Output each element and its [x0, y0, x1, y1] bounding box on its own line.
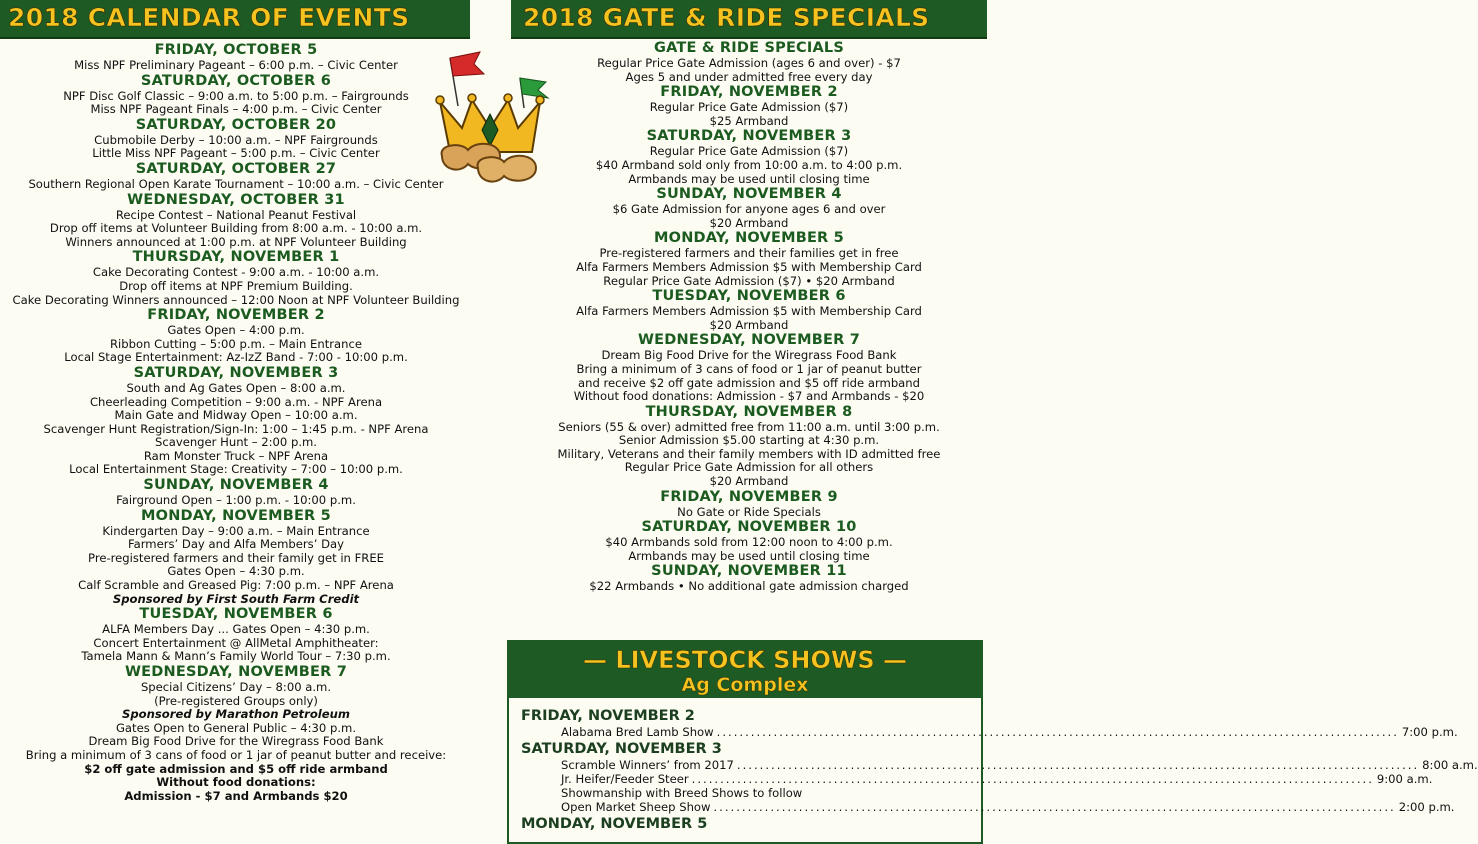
special-event-line: $6 Gate Admission for anyone ages 6 and over	[612, 202, 886, 217]
livestock-event-name: Open Market Sheep Show	[561, 800, 711, 814]
livestock-event-row	[561, 725, 1458, 739]
calendar-day-heading: FRIDAY, OCTOBER 5	[154, 42, 318, 58]
special-event-line: $22 Armbands • No additional gate admission charged	[589, 579, 909, 594]
livestock-event-time: 9:00 a.m.	[1376, 772, 1433, 786]
calendar-day-heading: SATURDAY, OCTOBER 6	[140, 72, 332, 89]
calendar-header-bar	[0, 0, 470, 39]
dot-leader: ........................................................................................................................	[713, 800, 1396, 814]
calendar-event-line: Gates Open – 4:30 p.m.	[167, 564, 305, 579]
livestock-subtitle: Ag Complex	[681, 674, 809, 696]
special-event-line: $20 Armband	[709, 317, 789, 332]
calendar-event-line: Scavenger Hunt – 2:00 p.m.	[155, 435, 317, 450]
dot-leader: ........................................................................................................................	[736, 758, 1420, 772]
special-event-line: $40 Armbands sold from 12:00 noon to 4:00 p.m.	[605, 535, 893, 550]
livestock-event-name: Jr. Heifer/Feeder Steer	[561, 772, 689, 786]
special-day-heading: SATURDAY, NOVEMBER 3	[646, 128, 852, 145]
special-event-line: $25 Armband	[709, 113, 789, 128]
livestock-event-time: 8:00 a.m.	[1422, 758, 1478, 772]
calendar-day-heading: MONDAY, NOVEMBER 5	[141, 507, 331, 524]
special-day-heading: FRIDAY, NOVEMBER 9	[660, 488, 838, 505]
calendar-day-heading: SATURDAY, OCTOBER 27	[135, 160, 337, 177]
specials-column	[507, 40, 991, 594]
calendar-event-line: Calf Scramble and Greased Pig: 7:00 p.m. – NPF Arena	[78, 578, 394, 593]
special-event-line: Military, Veterans and their family members with ID admitted free	[557, 446, 941, 461]
special-day-heading: THURSDAY, NOVEMBER 8	[645, 403, 853, 420]
calendar-event-line: Winners announced at 1:00 p.m. at NPF Volunteer Building	[65, 234, 407, 249]
calendar-event-line: Drop off items at Volunteer Building from 8:00 a.m. - 10:00 a.m.	[49, 221, 423, 236]
calendar-day-heading: SATURDAY, OCTOBER 20	[135, 116, 337, 133]
special-event-line: Alfa Farmers Members Admission $5 with Membership Card	[576, 304, 922, 319]
calendar-event-line: Tamela Mann & Mann’s Family World Tour – 7:30 p.m.	[81, 649, 391, 664]
special-event-line: Seniors (55 & over) admitted free from 11:00 a.m. until 3:00 p.m.	[558, 419, 940, 434]
calendar-day-heading: WEDNESDAY, OCTOBER 31	[127, 191, 345, 208]
livestock-event-name: Alabama Bred Lamb Show	[561, 725, 714, 739]
special-day-heading: TUESDAY, NOVEMBER 6	[652, 288, 846, 305]
calendar-event-line: Without food donations:	[156, 775, 316, 790]
specials-header-title: 2018 GATE & RIDE SPECIALS	[523, 3, 930, 32]
calendar-event-line: Local Stage Entertainment: Az-IzZ Band - 7:00 - 10:00 p.m.	[64, 350, 408, 365]
special-event-line: Alfa Farmers Members Admission $5 with Membership Card	[576, 259, 922, 274]
calendar-event-line: Gates Open – 4:00 p.m.	[167, 323, 305, 338]
calendar-event-line: Special Citizens’ Day – 8:00 a.m.	[140, 680, 332, 694]
dot-leader: ........................................................................................................................	[716, 725, 1399, 739]
special-event-line: Armbands may be used until closing time	[628, 171, 870, 186]
calendar-day-heading: SATURDAY, NOVEMBER 3	[133, 364, 339, 381]
calendar-event-line: Cheerleading Competition – 9:00 a.m. - NPF Arena	[89, 394, 383, 409]
livestock-header	[509, 642, 981, 698]
calendar-event-line: Cake Decorating Winners announced – 12:00 Noon at NPF Volunteer Building	[12, 292, 460, 307]
calendar-event-line: $2 off gate admission and $5 off ride armband	[84, 761, 388, 776]
livestock-event-time: 7:00 p.m.	[1401, 725, 1458, 739]
livestock-event-row	[561, 800, 1455, 814]
calendar-event-line: NPF Disc Golf Classic – 9:00 a.m. to 5:00 p.m. – Fairgrounds	[63, 88, 409, 103]
special-event-line: Regular Price Gate Admission (ages 6 and over) - $7	[597, 56, 901, 70]
calendar-event-line: Recipe Contest – National Peanut Festival	[115, 207, 357, 222]
calendar-day-heading: WEDNESDAY, NOVEMBER 7	[124, 664, 348, 680]
livestock-event-name: Showmanship with Breed Shows to follow	[561, 786, 803, 800]
calendar-event-line: Bring a minimum of 3 cans of food or 1 jar of peanut butter and receive:	[25, 747, 447, 762]
calendar-event-line: South and Ag Gates Open – 8:00 a.m.	[126, 380, 346, 395]
specials-header-bar	[511, 0, 987, 39]
calendar-event-line: ALFA Members Day ... Gates Open – 4:30 p.m.	[102, 622, 370, 637]
calendar-event-line: Gates Open to General Public – 4:30 p.m.	[115, 720, 357, 735]
calendar-event-line: Southern Regional Open Karate Tournament – 10:00 a.m. – Civic Center	[28, 176, 444, 191]
special-event-line: Pre-registered farmers and their families get in free	[599, 246, 899, 261]
special-event-line: Regular Price Gate Admission for all others	[624, 460, 874, 475]
calendar-event-line: Concert Entertainment @ AllMetal Amphitheater:	[93, 635, 379, 650]
calendar-event-line: Ribbon Cutting – 5:00 p.m. – Main Entrance	[110, 336, 362, 351]
special-event-line: $20 Armband	[709, 474, 789, 489]
calendar-event-line: (Pre-registered Groups only)	[154, 693, 318, 708]
calendar-event-line: Main Gate and Midway Open – 10:00 a.m.	[114, 408, 358, 423]
special-event-line: Regular Price Gate Admission ($7)	[649, 100, 849, 115]
calendar-day-heading: THURSDAY, NOVEMBER 1	[132, 249, 340, 266]
dot-leader: ........................................................................................................................	[691, 772, 1374, 786]
livestock-day-heading: MONDAY, NOVEMBER 5	[521, 816, 708, 832]
calendar-header-title: 2018 CALENDAR OF EVENTS	[8, 3, 410, 32]
calendar-day-heading: SUNDAY, NOVEMBER 4	[143, 477, 329, 494]
special-day-heading: SATURDAY, NOVEMBER 10	[641, 519, 857, 536]
livestock-event-name: Scramble Winners’ from 2017	[561, 758, 734, 772]
special-event-line: Bring a minimum of 3 cans of food or 1 jar of peanut butter	[576, 361, 922, 376]
calendar-event-line: Pre-registered farmers and their family get in FREE	[88, 550, 384, 565]
calendar-event-line: Sponsored by Marathon Petroleum	[122, 707, 350, 722]
livestock-event-row	[561, 772, 1433, 786]
special-event-line: $20 Armband	[709, 215, 789, 230]
calendar-column	[0, 42, 472, 803]
calendar-event-line: Little Miss NPF Pageant – 5:00 p.m. – Civic Center	[92, 146, 380, 161]
calendar-event-line: Cubmobile Derby – 10:00 a.m. – NPF Fairgrounds	[94, 132, 378, 147]
livestock-event-time: 2:00 p.m.	[1398, 800, 1455, 814]
calendar-event-line: Cake Decorating Contest - 9:00 a.m. - 10:00 a.m.	[92, 265, 380, 280]
livestock-title: — LIVESTOCK SHOWS —	[582, 646, 908, 674]
calendar-event-line: Miss NPF Preliminary Pageant – 6:00 p.m. – Civic Center	[74, 58, 398, 72]
special-event-line: No Gate or Ride Specials	[677, 504, 821, 519]
special-event-line: $40 Armband sold only from 10:00 a.m. to 4:00 p.m.	[595, 157, 903, 172]
calendar-event-line: Fairground Open – 1:00 p.m. - 10:00 p.m.	[116, 493, 356, 508]
special-event-line: Armbands may be used until closing time	[628, 548, 870, 563]
special-event-line: and receive $2 off gate admission and $5 off ride armband	[578, 375, 920, 390]
special-event-line: Ages 5 and under admitted free every day	[625, 69, 873, 84]
calendar-day-heading: FRIDAY, NOVEMBER 2	[147, 307, 325, 324]
calendar-day-heading: TUESDAY, NOVEMBER 6	[139, 606, 333, 623]
calendar-event-line: Dream Big Food Drive for the Wiregrass Food Bank	[88, 734, 384, 749]
livestock-shows-box	[507, 640, 1478, 844]
special-day-heading: GATE & RIDE SPECIALS	[653, 40, 844, 56]
special-day-heading: SUNDAY, NOVEMBER 4	[656, 186, 842, 203]
special-event-line: Without food donations: Admission - $7 and Armbands - $20	[573, 389, 925, 404]
calendar-event-line: Sponsored by First South Farm Credit	[112, 591, 360, 606]
calendar-event-line: Farmers’ Day and Alfa Members’ Day	[128, 537, 344, 552]
special-event-line: Senior Admission $5.00 starting at 4:30 p.m.	[618, 433, 880, 448]
calendar-event-line: Miss NPF Pageant Finals – 4:00 p.m. – Civic Center	[90, 102, 382, 117]
livestock-day-heading: FRIDAY, NOVEMBER 2	[521, 708, 695, 724]
special-day-heading: WEDNESDAY, NOVEMBER 7	[637, 332, 861, 349]
special-day-heading: MONDAY, NOVEMBER 5	[654, 230, 844, 247]
calendar-event-line: Scavenger Hunt Registration/Sign-In: 1:00 – 1:45 p.m. - NPF Arena	[43, 421, 429, 436]
special-event-line: Regular Price Gate Admission ($7) • $20 Armband	[603, 273, 895, 288]
calendar-event-line: Admission - $7 and Armbands $20	[124, 788, 348, 803]
calendar-event-line: Kindergarten Day – 9:00 a.m. – Main Entrance	[102, 523, 370, 538]
livestock-day-heading: SATURDAY, NOVEMBER 3	[521, 741, 722, 757]
calendar-event-line: Drop off items at NPF Premium Building.	[119, 278, 353, 293]
calendar-event-line: Ram Monster Truck – NPF Arena	[143, 448, 329, 463]
livestock-event-row	[561, 787, 977, 800]
calendar-event-line: Local Entertainment Stage: Creativity – 7:00 – 10:00 p.m.	[69, 462, 403, 477]
special-day-heading: FRIDAY, NOVEMBER 2	[660, 84, 838, 101]
livestock-event-row	[561, 758, 1478, 772]
special-event-line: Regular Price Gate Admission ($7)	[649, 144, 849, 159]
special-day-heading: SUNDAY, NOVEMBER 11	[651, 563, 847, 580]
special-event-line: Dream Big Food Drive for the Wiregrass Food Bank	[601, 348, 897, 363]
